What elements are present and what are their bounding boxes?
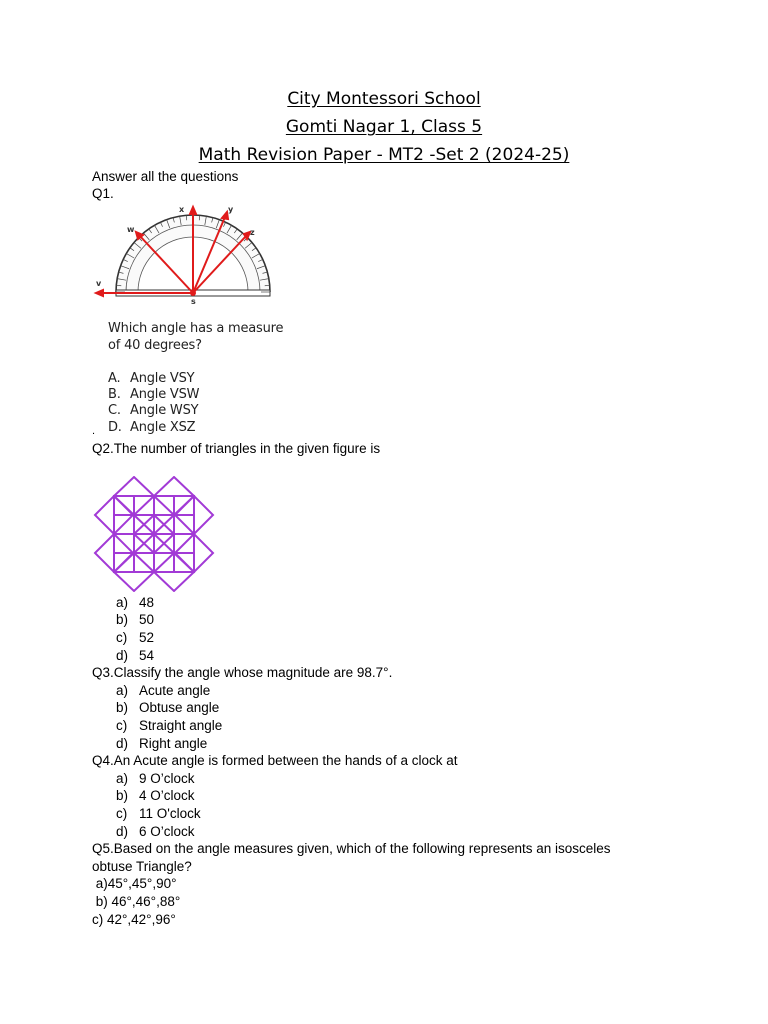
q2-option-a[interactable]: [116, 595, 154, 610]
vertex-s: [191, 291, 195, 295]
arrow-v: [96, 290, 103, 296]
q5-option-a[interactable]: a)45°,45°,90°: [92, 876, 177, 891]
q1-option-b[interactable]: [108, 387, 199, 402]
option-text: Obtuse angle: [139, 700, 220, 715]
q2-question: Q2.The number of triangles in the given figure is: [92, 441, 381, 456]
option-letter: d): [116, 648, 129, 663]
q5-question-line1: Q5.Based on the angle measures given, which of the following represents an isosceles: [92, 841, 611, 856]
q4-option-b[interactable]: [116, 788, 195, 803]
triangle-count-figure: [92, 476, 216, 592]
option-text: 48: [139, 595, 155, 610]
q1-question-line1: Which angle has a measure: [108, 321, 284, 336]
q1-question-line2: of 40 degrees?: [108, 338, 202, 353]
option-text: 9 O’clock: [139, 771, 195, 786]
option-letter: a): [116, 683, 129, 698]
option-letter: b): [116, 700, 129, 715]
arrow-x: [190, 207, 196, 214]
q4-option-a[interactable]: [116, 771, 195, 786]
option-letter: b): [116, 788, 129, 803]
q4-option-d[interactable]: [116, 824, 195, 839]
option-letter: a): [116, 771, 129, 786]
q1-option-letter: D.: [108, 420, 122, 435]
q3-option-c[interactable]: [116, 718, 222, 733]
q1-label: Q1.: [92, 186, 114, 201]
q3-question: Q3.Classify the angle whose magnitude are 98.7°.: [92, 665, 393, 680]
q1-option-text: Angle VSW: [130, 387, 200, 402]
option-letter: a): [116, 595, 129, 610]
q1-option-text: Angle XSZ: [130, 420, 196, 435]
q1-option-letter: C.: [108, 403, 121, 418]
option-letter: c): [116, 718, 128, 733]
q1-option-letter: B.: [108, 387, 121, 402]
protractor-figure: [92, 202, 278, 306]
q1-option-letter: A.: [108, 371, 121, 386]
school-name: City Montessori School: [287, 89, 481, 109]
option-text: 11 O'clock: [139, 806, 201, 821]
paper-title: Math Revision Paper - MT2 -Set 2 (2024-25): [198, 145, 570, 165]
q5-question-line2: obtuse Triangle?: [92, 859, 192, 874]
q2-option-b[interactable]: [116, 612, 154, 627]
q2-option-d[interactable]: [116, 648, 154, 663]
instructions: Answer all the questions: [92, 169, 239, 184]
label-w: w: [127, 225, 135, 234]
label-s: s: [191, 297, 196, 306]
option-text: 6 O’clock: [139, 824, 195, 839]
q1-option-d[interactable]: [108, 420, 195, 435]
q3-option-a[interactable]: [116, 683, 210, 698]
option-text: 54: [139, 648, 155, 663]
option-letter: c): [116, 630, 128, 645]
option-letter: d): [116, 736, 129, 751]
q1-dot: .: [92, 425, 96, 437]
q4-option-c[interactable]: [116, 806, 201, 821]
q4-question: Q4.An Acute angle is formed between the hands of a clock at: [92, 753, 458, 768]
option-text: Right angle: [139, 736, 208, 751]
label-x: x: [179, 205, 185, 214]
option-text: Acute angle: [139, 683, 211, 698]
q1-option-c[interactable]: [108, 403, 198, 418]
option-text: 4 O’clock: [139, 788, 195, 803]
q3-option-b[interactable]: [116, 700, 219, 715]
option-text: 50: [139, 612, 155, 627]
option-letter: c): [116, 806, 128, 821]
option-letter: b): [116, 612, 129, 627]
q3-option-d[interactable]: [116, 736, 207, 751]
label-v: v: [96, 279, 102, 288]
q1-option-text: Angle WSY: [130, 403, 199, 418]
q5-option-b[interactable]: b) 46°,46°,88°: [92, 894, 181, 909]
option-text: 52: [139, 630, 155, 645]
option-letter: d): [116, 824, 129, 839]
q2-option-c[interactable]: [116, 630, 154, 645]
label-z: z: [250, 228, 255, 237]
q1-option-a[interactable]: [108, 371, 194, 386]
q1-option-text: Angle VSY: [130, 371, 195, 386]
branch-class: Gomti Nagar 1, Class 5: [285, 117, 483, 137]
q5-option-c[interactable]: c) 42°,42°,96°: [92, 912, 176, 927]
option-text: Straight angle: [139, 718, 223, 733]
label-y: y: [228, 205, 234, 214]
